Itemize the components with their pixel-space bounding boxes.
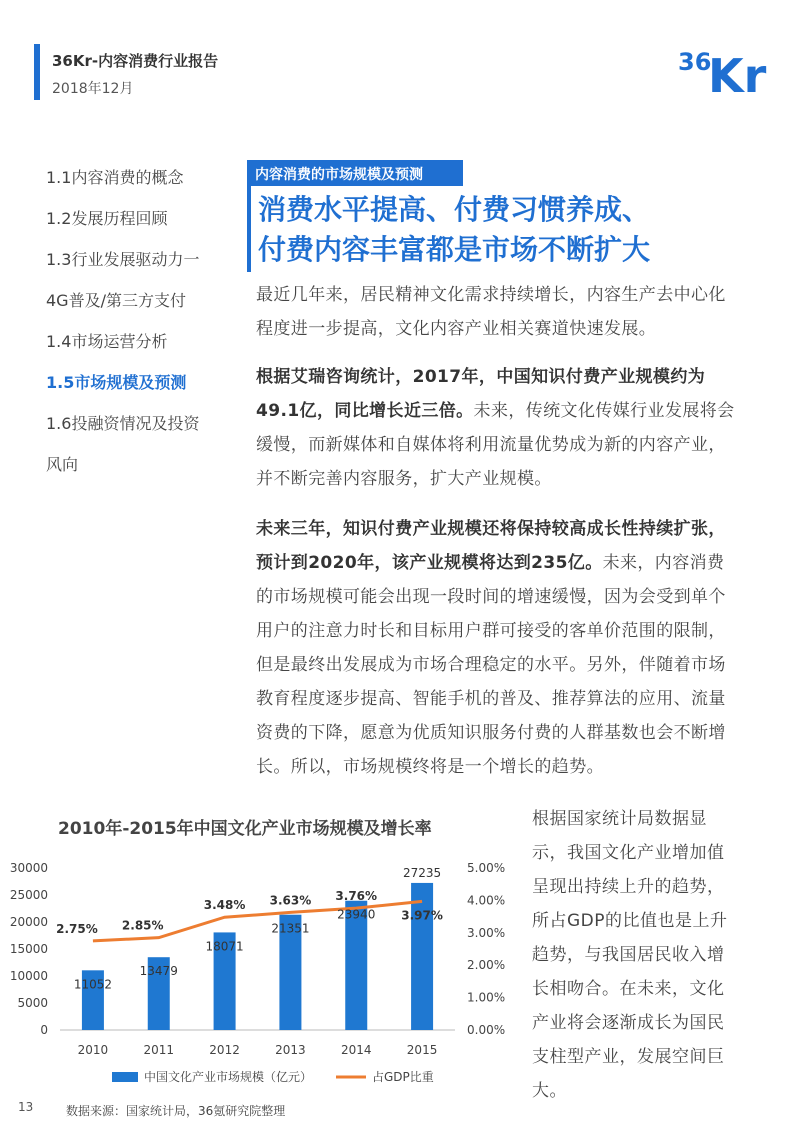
bar-value-label: 27235: [402, 865, 442, 880]
paragraph-2-bold: 根据艾瑞咨询统计，2017年，中国知识付费产业规模约为49.1亿，同比增长近三倍。: [256, 367, 706, 421]
x-tick-label: 2015: [406, 1043, 438, 1057]
chart-title: 2010年-2015年中国文化产业市场规模及增长率: [58, 819, 432, 839]
paragraph-3: [256, 512, 736, 784]
x-tick-label: 2012: [209, 1043, 240, 1057]
left-tick-label: 15000: [9, 942, 48, 956]
right-tick-label: 1.00%: [467, 990, 506, 1005]
paragraph-2-text: 未来，传统文化传媒行业发展将会缓慢，而新媒体和自媒体将利用流量优势成为新的内容产业，并不断完善内容服务，扩大产业规模。: [256, 401, 735, 489]
toc-item[interactable]: 4G普及/第三方支付: [46, 291, 186, 310]
bar: [411, 883, 433, 1030]
section-tag: 内容消费的市场规模及预测: [247, 160, 463, 186]
bar-value-label: 13479: [139, 964, 178, 979]
left-tick-label: 5000: [17, 996, 48, 1010]
right-tick-label: 0.00%: [467, 1023, 506, 1037]
left-tick-label: 0: [40, 1023, 48, 1037]
legend-bar-swatch: [112, 1072, 138, 1082]
headline-line-2: 付费内容丰富都是市场不断扩大: [258, 233, 651, 266]
header-accent-bar: [34, 44, 40, 100]
data-source: 数据来源：国家统计局，36氪研究院整理: [66, 1104, 286, 1118]
line-value-label: 3.76%: [335, 889, 378, 904]
page-number: 13: [18, 1100, 34, 1114]
line-value-label: 2.75%: [56, 921, 98, 936]
bar-value-label: 21351: [271, 921, 310, 936]
report-title: 36Kr-内容消费行业报告: [52, 52, 219, 70]
legend-bar-label: 中国文化产业市场规模（亿元）: [144, 1070, 313, 1084]
table-of-contents: [46, 168, 226, 496]
svg-text:Kr: Kr: [708, 49, 767, 96]
left-tick-label: 30000: [9, 861, 48, 875]
x-tick-label: 2014: [340, 1043, 372, 1057]
left-tick-label: 25000: [9, 888, 48, 902]
right-tick-label: 4.00%: [467, 893, 506, 908]
x-tick-label: 2013: [275, 1043, 306, 1057]
line-value-label: 2.85%: [121, 918, 164, 933]
left-tick-label: 20000: [9, 915, 48, 929]
right-tick-label: 3.00%: [467, 925, 506, 940]
bar-value-label: 11052: [73, 977, 113, 992]
section-headline: [258, 190, 650, 270]
x-tick-label: 2011: [143, 1043, 175, 1057]
toc-item[interactable]: 风向: [46, 455, 79, 474]
chart: [0, 850, 520, 1096]
line-value-label: 3.48%: [203, 898, 246, 913]
36kr-logo: [678, 40, 770, 96]
toc-item[interactable]: 1.6投融资情况及投资: [46, 414, 200, 433]
bar-value-label: 23940: [337, 907, 376, 922]
toc-item[interactable]: 1.1内容消费的概念: [46, 168, 184, 187]
headline-line-1: 消费水平提高、付费习惯养成、: [258, 193, 651, 226]
line-value-label: 3.97%: [401, 908, 443, 923]
report-date: 2018年12月: [52, 81, 134, 97]
toc-item[interactable]: 1.4市场运营分析: [46, 332, 168, 351]
right-tick-label: 5.00%: [467, 861, 506, 875]
paragraph-3-text: 未来，内容消费的市场规模可能会出现一段时间的增速缓慢，因为会受到单个用户的注意力时长和目标用户群可接受的客单价范围的限制，但是最终出发展成为市场合理稳定的水平。另外，伴随着市场教育程度逐步提高、智能手机的普及、推荐算法的应用、流量资费的下降，愿意为优质知识服务付费的人群基数也会不断增长。所以，市场规模终将是一个增长的趋势。: [256, 553, 726, 777]
toc-item[interactable]: 1.2发展历程回顾: [46, 209, 168, 228]
paragraph-2: [256, 360, 736, 496]
toc-item[interactable]: 1.3行业发展驱动力一: [46, 250, 200, 269]
left-tick-label: 10000: [9, 969, 48, 983]
toc-item-active[interactable]: 1.5市场规模及预测: [46, 373, 187, 392]
right-tick-label: 2.00%: [467, 958, 506, 973]
side-paragraph: 根据国家统计局数据显示，我国文化产业增加值呈现出持续上升的趋势，所占GDP的比值也是上升趋势，与我国居民收入增长相吻合。在未来，文化产业将会逐渐成长为国民支柱型产业，发展空间巨大。: [532, 809, 728, 1101]
paragraph-3-bold: 未来三年，知识付费产业规模还将保持较高成长性持续扩张，预计到2020年，该产业规模将达到235亿。: [256, 519, 726, 573]
legend-line-label: 占GDP比重: [372, 1070, 434, 1084]
svg-text:36: 36: [678, 48, 712, 76]
paragraph-1: 最近几年来，居民精神文化需求持续增长，内容生产去中心化程度进一步提高，文化内容产业相关赛道快速发展。: [256, 285, 726, 339]
x-tick-label: 2010: [77, 1043, 109, 1057]
bar-value-label: 18071: [205, 939, 244, 954]
line-value-label: 3.63%: [269, 893, 312, 908]
